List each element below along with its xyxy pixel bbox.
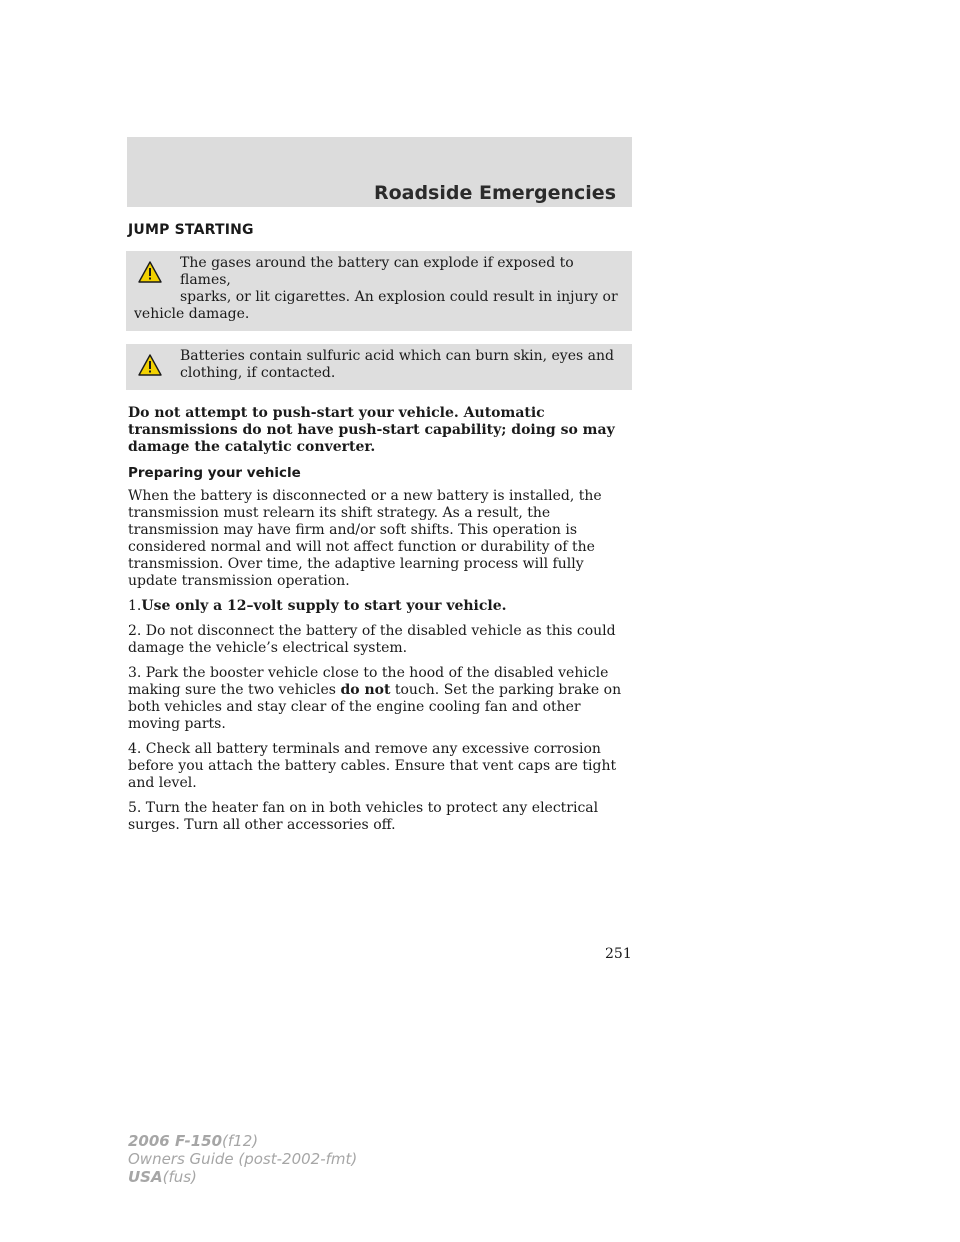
step-1-text: Use only a 12–volt supply to start your vehicle. (141, 598, 507, 614)
step-4: 4. Check all battery terminals and remove any excessive corrosion before you attach the battery cables. Ensure that vent caps are tight and level. (128, 741, 617, 791)
step-5: 5. Turn the heater fan on in both vehicles to protect any electrical surges. Turn all other accessories off. (128, 800, 599, 833)
push-start-notice: Do not attempt to push-start your vehicle. Automatic transmissions do not have push-start capability; doing so may damage the catalytic converter. (128, 405, 615, 455)
footer-market: USA (128, 1168, 163, 1186)
step-1 (128, 598, 634, 615)
section-title: JUMP STARTING (128, 222, 254, 238)
warning-box-explosion (126, 251, 632, 331)
page-content (128, 222, 634, 842)
subsection-title: Preparing your vehicle (128, 465, 301, 481)
intro-paragraph: When the battery is disconnected or a new battery is installed, the transmission must relearn its shift strategy. As a result, the transmission may have firm and/or soft shifts. This operation is considered normal and will not affect function or durability of the transmission. Over time, the adaptive learning process will fully update transmission operation. (128, 488, 602, 589)
warning-line: clothing, if contacted. (180, 365, 336, 381)
step-number: 1. (128, 598, 142, 614)
step-3-text-b: touch. Set the parking brake on both vehicles and stay clear of the engine cooling fan and other moving parts. (128, 682, 622, 732)
footer-market-code: (fus) (162, 1168, 197, 1186)
step-3-text-a: 3. Park the booster vehicle close to the hood of the disabled vehicle making sure the two vehicles (128, 665, 609, 698)
page-header (127, 137, 632, 207)
header-title: Roadside Emergencies (373, 182, 616, 204)
footer-line-2: Owners Guide (post-2002-fmt) (128, 1150, 358, 1168)
footer-model-code: (f12) (222, 1132, 259, 1150)
warning-line: sparks, or lit cigarettes. An explosion could result in injury or (180, 289, 618, 305)
step-2: 2. Do not disconnect the battery of the disabled vehicle as this could damage the vehicle’s electrical system. (128, 623, 616, 656)
warning-triangle-icon (138, 261, 162, 283)
footer-model: 2006 F-150 (128, 1132, 223, 1150)
footer-line-3 (128, 1168, 357, 1186)
page-number: 251 (605, 946, 632, 962)
warning-line: vehicle damage. (134, 306, 250, 322)
document-footer (128, 1132, 357, 1186)
warning-box-acid (126, 344, 632, 390)
step-3 (128, 665, 634, 733)
warning-line: Batteries contain sulfuric acid which can burn skin, eyes and (180, 348, 614, 364)
warning-triangle-icon (138, 354, 162, 376)
footer-line-1 (128, 1132, 357, 1150)
warning-line: The gases around the battery can explode if exposed to flames, (180, 255, 574, 288)
step-3-emphasis: do not (340, 682, 391, 698)
